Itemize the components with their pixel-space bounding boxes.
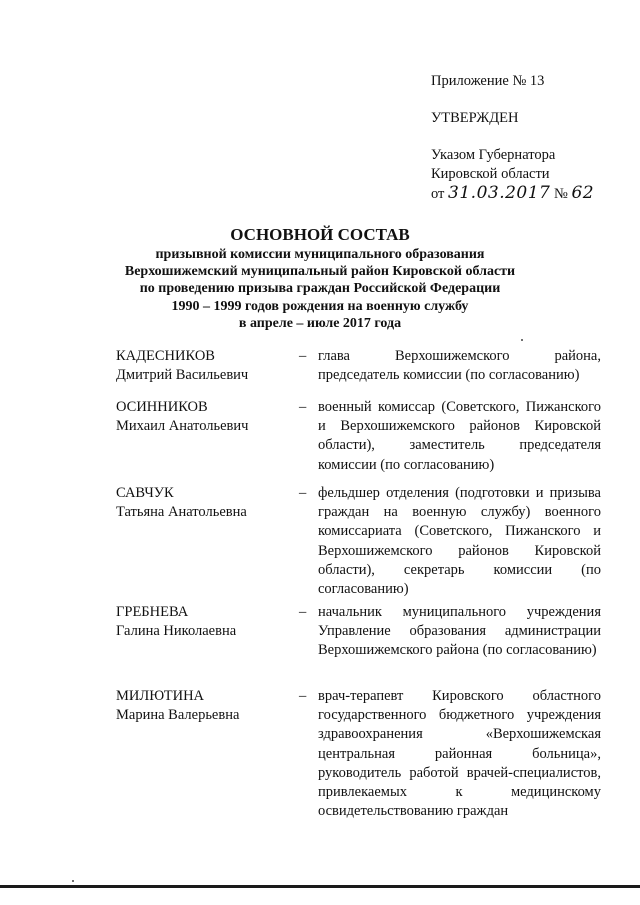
member-name xyxy=(116,603,296,641)
heading-line: в апреле – июле 2017 года xyxy=(238,315,402,331)
member-surname: ГРЕБНЕВА xyxy=(116,604,189,620)
heading-line: по проведению призыва граждан Российской Федерации xyxy=(139,281,501,297)
heading-line: Верхошижемский муниципальный район Кировской области xyxy=(124,264,516,280)
number-label: № xyxy=(554,186,568,202)
member-role: начальник муниципального учреждения Управление образования администрации Верхошижемского района (по согласованию) xyxy=(318,604,601,659)
member-given-name: Галина Николаевна xyxy=(116,623,237,640)
member-name xyxy=(116,398,296,436)
member-given-name: Татьяна Анатольевна xyxy=(116,504,247,521)
member-surname: КАДЕСНИКОВ xyxy=(116,348,215,364)
member-role: фельдшер отделения (подготовки и призыва граждан на военную службу) военного комиссариата (Советского, Пижанского и Верхошижемского районов Кировской области), секретарь комиссии (по согласованию) xyxy=(318,485,601,598)
member-name xyxy=(116,347,296,385)
member-role: врач-терапевт Кировского областного государственного бюджетного учреждения здравоохранения «Верхошижемская центральная районная больница», руководитель работой врачей-специалистов, привлекаемых к медицинскому освидетельствованию граждан xyxy=(318,688,601,820)
decree-line-1: Указом Губернатора xyxy=(431,147,556,163)
member-given-name: Михаил Анатольевич xyxy=(116,418,249,435)
member-given-name: Дмитрий Васильевич xyxy=(116,367,249,384)
decree-date-line xyxy=(431,184,631,204)
member-dash: – xyxy=(299,348,307,364)
member-dash: – xyxy=(299,399,307,415)
member-name xyxy=(116,484,296,522)
member-role: военный комиссар (Советского, Пижанского и Верхошижемского районов Кировской области), заместитель председателя комиссии (по согласованию) xyxy=(318,399,601,473)
member-surname: МИЛЮТИНА xyxy=(116,688,205,704)
document-heading xyxy=(0,224,640,332)
member-given-name: Марина Валерьевна xyxy=(116,707,240,724)
heading-line: призывной комиссии муниципального образования xyxy=(155,247,485,262)
handwritten-date: 31.03.2017 xyxy=(448,183,551,203)
member-dash: – xyxy=(299,485,307,501)
appendix-number: Приложение № 13 xyxy=(431,73,545,89)
member-role: глава Верхошижемского района, председатель комиссии (по согласованию) xyxy=(318,348,601,384)
scan-speck xyxy=(72,880,74,882)
from-label: от xyxy=(431,186,445,202)
member-surname: САВЧУК xyxy=(116,485,174,501)
member-dash: – xyxy=(299,604,307,620)
heading-line: 1990 – 1999 годов рождения на военную службу xyxy=(171,298,469,314)
approval-block xyxy=(431,72,631,204)
scan-speck xyxy=(521,339,523,341)
member-dash: – xyxy=(299,688,307,704)
handwritten-number: 62 xyxy=(571,183,595,203)
heading-title: ОСНОВНОЙ СОСТАВ xyxy=(230,225,410,244)
member-name xyxy=(116,687,296,725)
member-surname: ОСИННИКОВ xyxy=(116,399,208,415)
scan-edge-rule xyxy=(0,885,640,888)
decree-line-2: Кировской области xyxy=(431,166,550,182)
approved-label: УТВЕРЖДЕН xyxy=(431,110,519,126)
